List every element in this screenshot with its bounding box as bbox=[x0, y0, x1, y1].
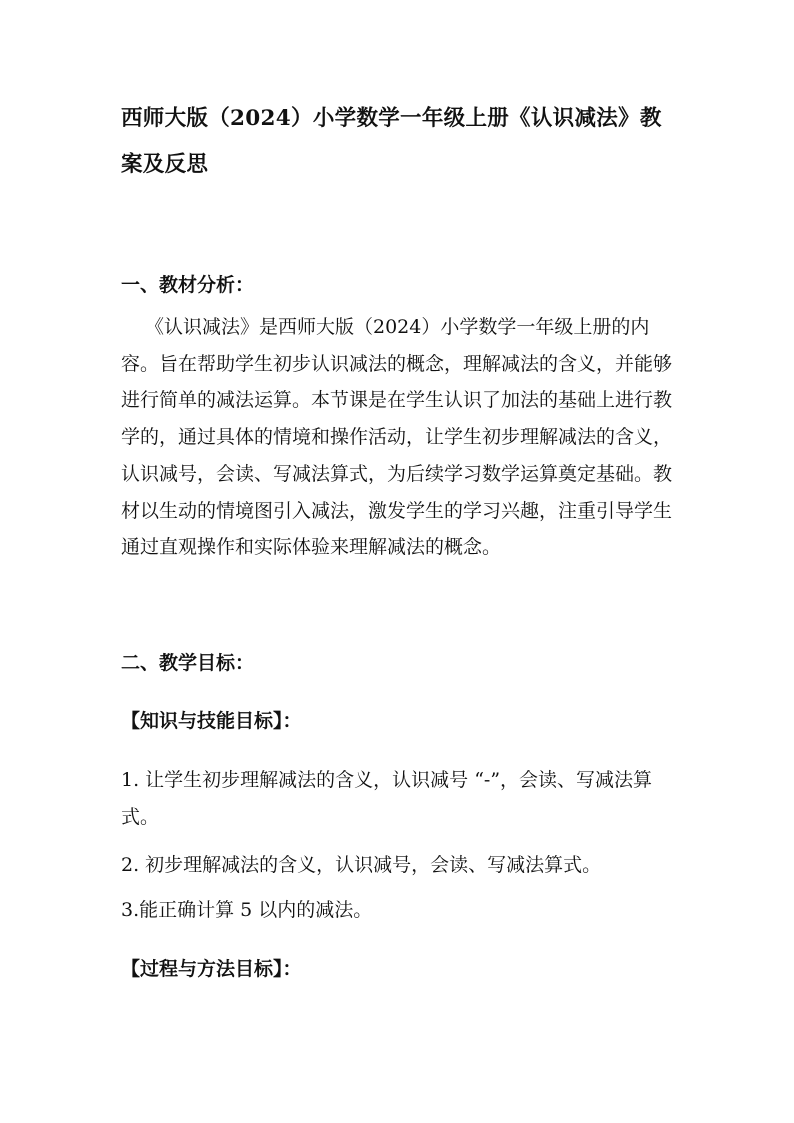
objective-item-3: 3.能正确计算 5 以内的减法。 bbox=[121, 899, 373, 921]
section-heading-objectives: 二、教学目标： bbox=[121, 652, 255, 674]
subheading-process-methods: 【过程与方法目标】： bbox=[121, 958, 302, 980]
section-heading-analysis: 一、教材分析： bbox=[121, 274, 255, 296]
document-title: 西师大版（2024）小学数学一年级上册《认识减法》教案及反思 bbox=[121, 106, 662, 177]
objective-item-1: 1. 让学生初步理解减法的含义，认识减号 “-”，会读、写减法算式。 bbox=[121, 769, 653, 828]
objective-item-2: 2. 初步理解减法的含义，认识减号，会读、写减法算式。 bbox=[121, 854, 602, 876]
analysis-text: 《认识减法》是西师大版（2024）小学数学一年级上册的内容。旨在帮助学生初步认识减法的概念，理解减法的含义，并能够进行简单的减法运算。本节课是在学生认识了加法的基础上进行教学的，通过具体的情境和操作活动，让学生初步理解减法的含义，认识减号，会读、写减法算式，为后续学习数学运算奠定基础。教材以生动的情境图引入减法，激发学生的学习兴趣，注重引导学生通过直观操作和实际体验来理解减法的概念。 bbox=[121, 316, 673, 559]
subheading-knowledge-skills: 【知识与技能目标】： bbox=[121, 710, 302, 732]
analysis-paragraph bbox=[121, 309, 676, 566]
